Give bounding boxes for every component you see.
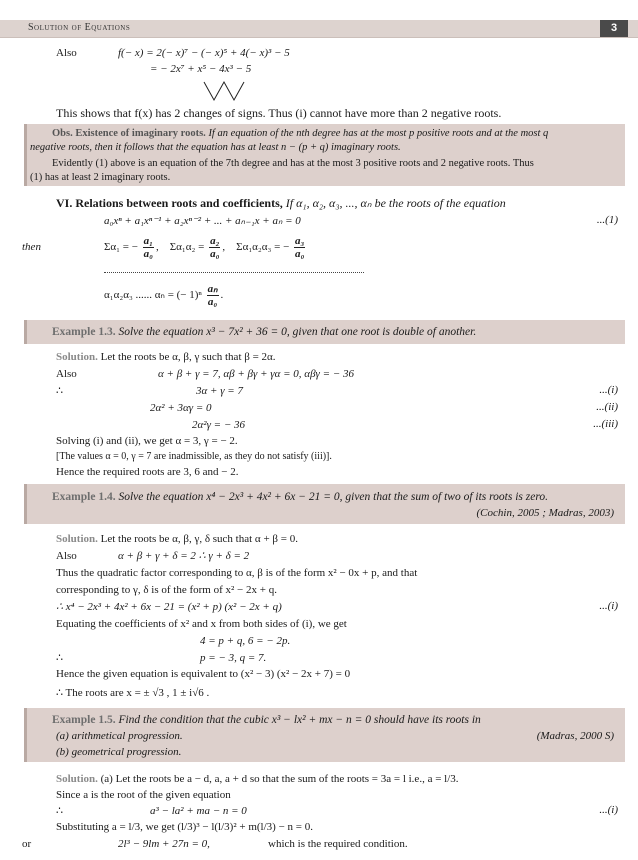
equation-line: = − 2x⁷ + x⁵ − 4x³ − 5 — [150, 63, 252, 75]
example-heading — [52, 490, 548, 504]
solution-text: (a) Let the roots be a − d, a, a + d so that the sum of the roots = 3a = l i.e., a = l/3. — [100, 773, 459, 785]
observation-text: negative roots, then it follows that the equation has at least n − (p + q) imaginary roots. — [30, 142, 401, 153]
equation-line: a³ − la² + ma − n = 0 — [150, 805, 247, 817]
product-relation-text: α₁α₂α₃ ...... αₙ = (− 1)ⁿ — [104, 289, 202, 301]
equation-line: α + β + γ + δ = 2 ∴ γ + δ = 2 — [118, 550, 250, 562]
equation-line: ∴ x⁴ − 2x³ + 4x² + 6x − 21 = (x² + p) (x² − 2x + q) — [56, 601, 282, 613]
equation-number: ...(iii) — [593, 418, 618, 430]
solution-text: corresponding to γ, δ is of the form of x² − 2x + q. — [56, 584, 277, 596]
page-number: 3 — [600, 20, 628, 37]
solution-label: Solution. — [56, 351, 98, 363]
example-part: (a) arithmetical progression. — [56, 730, 183, 742]
equation-number: ...(ii) — [596, 401, 618, 413]
therefore-symbol: ∴ — [56, 385, 63, 397]
also-label: Also — [56, 550, 77, 562]
sum-relation-1: Σα₁ = − — [104, 241, 138, 253]
section-heading: VI. Relations between roots and coefficients, — [56, 196, 283, 210]
product-relation: α₁α₂α₃ ...... αₙ = (− 1)ⁿ $\frac{\text{aₙ}}{\text{a₀}}$ . — [104, 282, 224, 308]
equation-line: f(− x) = 2(− x)⁷ − (− x)⁵ + 4(− x)³ − 5 — [118, 47, 290, 59]
section-heading-line — [56, 196, 506, 210]
solution-text: Hence the required roots are 3, 6 and − 2. — [56, 466, 239, 478]
example-heading — [52, 713, 481, 727]
equation-line: 2α²γ = − 36 — [192, 419, 246, 431]
observation-text: If an equation of the nth degree has at the most p positive roots and at the most q — [208, 128, 549, 139]
equation-line: 4 = p + q, 6 = − 2p. — [200, 635, 291, 647]
example-source: (Cochin, 2005 ; Madras, 2003) — [476, 507, 614, 519]
sum-relations: Σα₁ = − $\frac{\text{a₁}}{\text{a₀}}$ , Σα₁α₂ = $\frac{\text{a₂}}{\text{a₀}}$ , Σα₁α₂α₃ = − $\frac{\text{a₃}}{\text{a₀}}$ — [104, 234, 305, 260]
example-label: Example 1.5. — [52, 714, 116, 726]
conclusion-text: This shows that f(x) has 2 changes of signs. Thus (i) cannot have more than 2 negative roots. — [56, 106, 502, 120]
solution-text: Thus the quadratic factor corresponding to α, β is of the form x² − 0x + p, and that — [56, 567, 418, 579]
observation-label: Obs. Existence of imaginary roots. — [52, 128, 206, 139]
equation-number: ...(i) — [599, 804, 618, 816]
also-label: Also — [56, 47, 77, 59]
solution-label: Solution. — [56, 773, 98, 785]
polynomial-equation: a₀xⁿ + a₁xⁿ⁻¹ + a₂xⁿ⁻² + ... + aₙ₋₁x + aₙ = 0 — [104, 215, 301, 227]
equation-number: ...(1) — [596, 214, 618, 226]
example-heading — [52, 325, 476, 339]
observation-text: (1) has at least 2 imaginary roots. — [30, 172, 171, 183]
fraction: $\frac{\text{aₙ}}{\text{a₀}}$ — [207, 282, 218, 308]
therefore-symbol: ∴ — [56, 652, 63, 664]
solution-text: Hence the given equation is equivalent to (x² − 3) (x² − 2x + 7) = 0 — [56, 668, 351, 680]
solution-note: [The values α = 0, γ = 7 are inadmissible, as they do not satisfy (iii)]. — [56, 451, 332, 462]
example-source: (Madras, 2000 S) — [536, 730, 614, 742]
example-text: Solve the equation x³ − 7x² + 36 = 0, given that one root is double of another. — [118, 326, 477, 338]
equation-number: ...(i) — [599, 384, 618, 396]
equation-line: 2l³ − 9lm + 27n = 0, — [118, 838, 210, 850]
solution-text: which is the required condition. — [268, 838, 408, 850]
fraction: $\frac{\text{a₃}}{\text{a₀}}$ — [295, 234, 305, 260]
fraction: $\frac{\text{a₂}}{\text{a₀}}$ — [210, 234, 220, 260]
therefore-symbol: ∴ — [56, 805, 63, 817]
equation-number: ...(i) — [599, 600, 618, 612]
solution-line — [56, 532, 298, 546]
observation-line — [52, 127, 548, 141]
or-label: or — [22, 838, 32, 850]
fraction: $\frac{\text{a₁}}{\text{a₀}}$ — [143, 234, 154, 260]
solution-label: Solution. — [56, 533, 98, 545]
solution-text: Let the roots be α, β, γ, δ such that α + β = 0. — [100, 533, 298, 545]
example-label: Example 1.3. — [52, 326, 116, 338]
solution-text: Solving (i) and (ii), we get α = 3, γ = − 2. — [56, 435, 238, 447]
equation-line: 3α + γ = 7 — [196, 385, 243, 397]
example-part: (b) geometrical progression. — [56, 746, 182, 758]
solution-line — [56, 772, 459, 786]
example-label: Example 1.4. — [52, 491, 116, 503]
running-title: Solution of Equations — [28, 22, 131, 33]
equation-line: 2α² + 3αγ = 0 — [150, 402, 212, 414]
solution-text: Substituting a = l/3, we get (l/3)³ − l(l/3)² + m(l/3) − n = 0. — [56, 821, 313, 833]
equation-line: p = − 3, q = 7. — [200, 652, 267, 664]
solution-line — [56, 350, 276, 364]
example-text: Find the condition that the cubic x³ − lx² + mx − n = 0 should have its roots in — [118, 714, 481, 726]
equation-line: α + β + γ = 7, αβ + βγ + γα = 0, αβγ = − 36 — [158, 368, 354, 380]
sum-relation-2: Σα₁α₂ = — [169, 241, 205, 253]
solution-text: ∴ The roots are x = ± √3 , 1 ± i√6 . — [56, 687, 210, 699]
sign-change-zigzag — [200, 78, 250, 104]
observation-text: Evidently (1) above is an equation of the 7th degree and has at the most 3 positive roots and 2 negative roots. Thus — [52, 158, 534, 169]
also-label: Also — [56, 368, 77, 380]
page-header — [0, 20, 638, 38]
sum-relation-3: Σα₁α₂α₃ = − — [236, 241, 290, 253]
then-label: then — [22, 241, 41, 253]
solution-text: Equating the coefficients of x² and x from both sides of (i), we get — [56, 618, 347, 630]
solution-text: Let the roots be α, β, γ such that β = 2α. — [100, 351, 276, 363]
solution-text: Since a is the root of the given equation — [56, 789, 231, 801]
section-heading-tail: If α₁, α₂, α₃, ..., αₙ be the roots of the equation — [285, 196, 506, 210]
dotted-divider — [104, 272, 364, 273]
example-text: Solve the equation x⁴ − 2x³ + 4x² + 6x − 21 = 0, given that the sum of two of its roots is zero. — [118, 491, 549, 503]
